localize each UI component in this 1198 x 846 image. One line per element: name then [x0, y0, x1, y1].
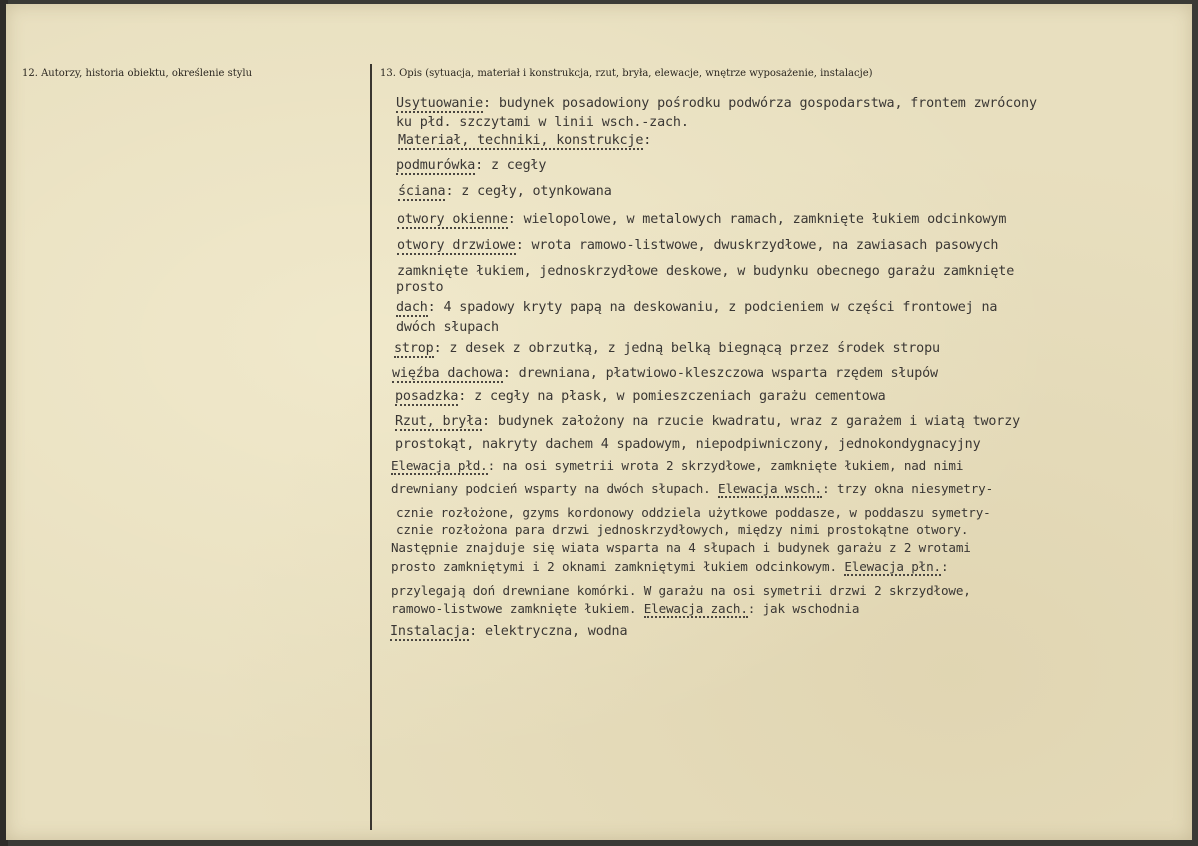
description-line [398, 133, 651, 148]
field-text: dwóch słupach [396, 320, 499, 335]
description-line [394, 341, 940, 356]
field-label: dach [396, 300, 428, 315]
description-line [395, 389, 886, 404]
description-line [391, 559, 948, 574]
description-line [396, 505, 991, 520]
description-line [390, 624, 627, 639]
field-text: : elektryczna, wodna [469, 624, 628, 639]
description-line [391, 540, 971, 555]
field-text: drewniany podcień wsparty na dwóch słupach. [391, 481, 719, 496]
description-line [397, 264, 1014, 279]
field-label: Elewacja płd. [391, 458, 488, 473]
field-label: otwory drzwiowe [397, 238, 516, 253]
field-text: : z cegły [475, 158, 547, 173]
field-text: : drewniana, płatwiowo-kleszczowa wsparta rzędem słupów [502, 366, 938, 381]
description-line [396, 522, 968, 537]
field-label: Materiał, techniki, konstrukcje [398, 133, 644, 148]
field-label: Elewacja zach. [643, 601, 748, 616]
description-line [391, 583, 971, 598]
field-text: ku płd. szczytami w linii wsch.-zach. [396, 115, 689, 130]
field-label: Instalacja [390, 624, 470, 639]
field-text: ramowo-listwowe zamknięte łukiem. [391, 601, 644, 616]
description-line [396, 158, 546, 173]
description-line [398, 184, 612, 199]
field-label: więźba dachowa [392, 366, 503, 381]
field-text: : z desek z obrzutką, z jedną belką biegnącą przez środek stropu [433, 341, 940, 356]
field-text: cznie rozłożone, gzyms kordonowy oddziela użytkowe poddasze, w poddaszu symetry- [396, 505, 991, 520]
field-text: : jak wschodnia [747, 601, 860, 616]
field-text: : budynek posadowiony pośrodku podwórza gospodarstwa, frontem zwrócony [483, 96, 1037, 111]
field-text: : z cegły na płask, w pomieszczeniach garażu cementowa [458, 389, 886, 404]
description-line [391, 601, 859, 616]
catalog-card [6, 4, 1192, 840]
field-text: : na osi symetrii wrota 2 skrzydłowe, zamknięte łukiem, nad nimi [487, 458, 964, 473]
description-line [396, 115, 689, 130]
field-text: cznie rozłożona para drzwi jednoskrzydłowych, między nimi prostokątne otwory. [396, 522, 969, 537]
field-text: : [940, 559, 949, 574]
column-divider [370, 64, 372, 830]
field-text: prosto [396, 280, 444, 295]
field-label: ściana [398, 184, 446, 199]
description-line [396, 320, 499, 335]
description-line [396, 300, 997, 315]
field-text: : [643, 133, 652, 148]
description-line [397, 212, 1006, 227]
description-line [391, 458, 963, 473]
field-label: Rzut, bryła [395, 414, 483, 429]
description-line [395, 414, 1020, 429]
description-line [395, 437, 980, 452]
field-label: Elewacja wsch. [718, 481, 823, 496]
description-line [392, 366, 938, 381]
description-line [396, 96, 1037, 111]
field-label: Usytuowanie [396, 96, 484, 111]
field-text: zamknięte łukiem, jednoskrzydłowe deskowe, w budynku obecnego garażu zamknięte [397, 264, 1015, 279]
description-line [391, 481, 993, 496]
field-text: prosto zamkniętymi i 2 oknami zamkniętymi łukiem odcinkowym. [391, 559, 845, 574]
field-text: Następnie znajduje się wiata wsparta na 4 słupach i budynek garażu z 2 wrotami [391, 540, 971, 555]
field-label: Elewacja płn. [844, 559, 941, 574]
field-label: posadzka [395, 389, 459, 404]
field-text: prostokąt, nakryty dachem 4 spadowym, niepodpiwniczony, jednokondygnacyjny [395, 437, 981, 452]
description-line [397, 238, 998, 253]
field-text: : wrota ramowo-listwowe, dwuskrzydłowe, na zawiasach pasowych [515, 238, 999, 253]
field-text: : budynek założony na rzucie kwadratu, wraz z garażem i wiatą tworzy [482, 414, 1021, 429]
field-text: : wielopolowe, w metalowych ramach, zamknięte łukiem odcinkowym [507, 212, 1007, 227]
field-label: podmurówka [396, 158, 476, 173]
field-label: otwory okienne [397, 212, 508, 227]
field-text: : z cegły, otynkowana [445, 184, 612, 199]
field-text: : trzy okna niesymetry- [822, 481, 994, 496]
field-label: strop [394, 341, 434, 356]
field-text: : 4 spadowy kryty papą na deskowaniu, z podcieniem w części frontowej na [427, 300, 998, 315]
section-12-heading: 12. Autorzy, historia obiektu, określenie stylu [22, 68, 253, 79]
description-line [396, 280, 443, 295]
section-13-heading: 13. Opis (sytuacja, materiał i konstrukcja, rzut, bryła, elewacje, wnętrze wyposażenie, instalacje) [380, 68, 873, 79]
field-text: przylegają doń drewniane komórki. W garażu na osi symetrii drzwi 2 skrzydłowe, [391, 583, 971, 598]
